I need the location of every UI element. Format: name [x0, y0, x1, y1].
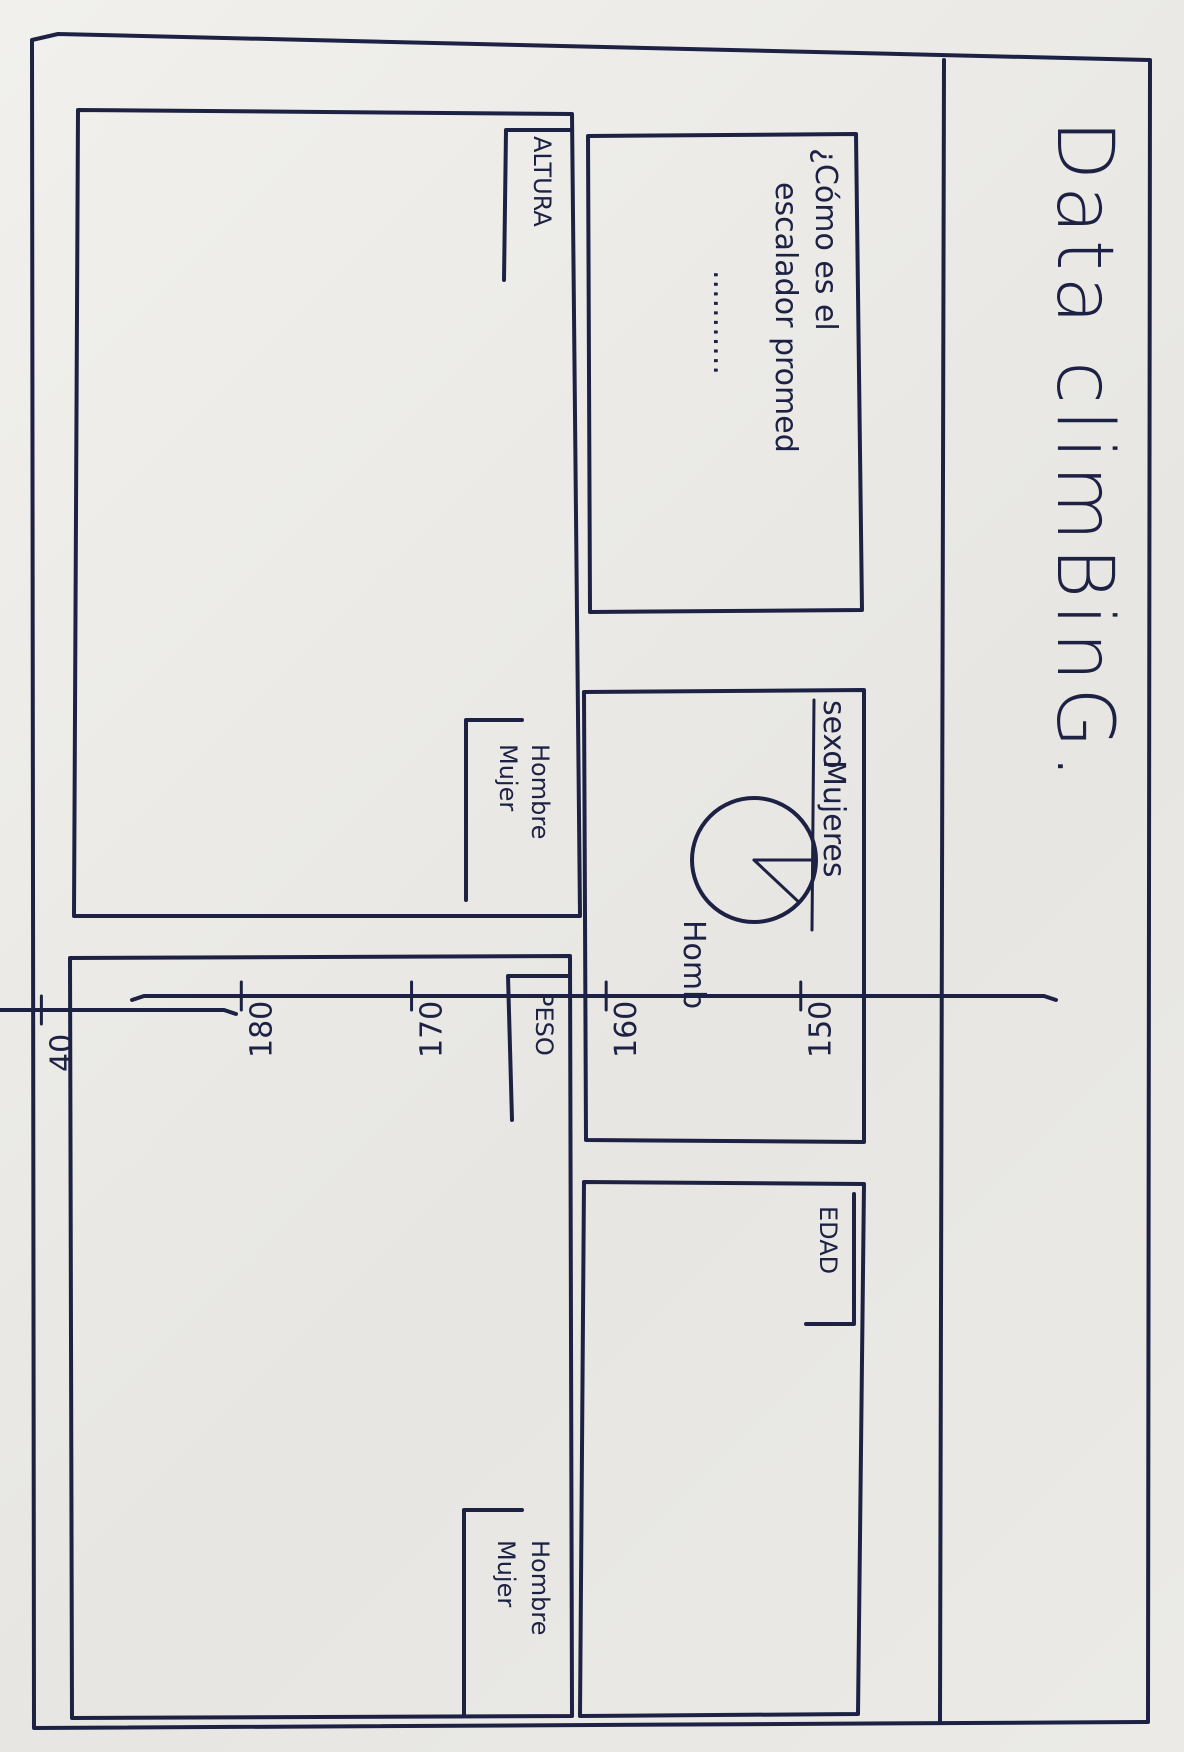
pie-label-men: Homb [676, 920, 711, 1010]
height-chart-tick-label: 170 [414, 1000, 450, 1058]
weight-legend-line2: Mujer [492, 1540, 520, 1608]
weight-panel [0, 956, 572, 1718]
pie-label-women: Mujeres [816, 760, 851, 878]
height-panel [74, 110, 1056, 1058]
intro-panel [588, 134, 862, 612]
weight-header: PESO [530, 992, 558, 1056]
weight-chart-tick-label: 40 [44, 1033, 80, 1072]
weight-chart-axis [0, 1010, 236, 1014]
weight-bar-chart [0, 996, 236, 1072]
sex-header: sexo [816, 700, 851, 769]
age-header: EDAD [814, 1206, 842, 1275]
intro-line-1: ¿Cómo es el [808, 148, 843, 331]
age-panel [0, 560, 864, 1716]
height-chart-tick-label: 180 [244, 1000, 280, 1058]
rotated-sketch [0, 110, 1129, 1718]
sex-panel [584, 690, 864, 1142]
intro-line-2: escalador promed [768, 182, 803, 453]
intro-dots: ........... [706, 270, 741, 375]
header-divider [940, 60, 944, 1722]
weight-legend-line1: Hombre [526, 1540, 554, 1636]
outer-frame [32, 34, 1150, 1728]
height-bar-chart [132, 982, 1056, 1058]
sex-pie-chart [692, 798, 816, 922]
height-chart-axis [132, 996, 1056, 1000]
sex-header-underline [812, 700, 814, 930]
height-header: ALTURA [528, 136, 556, 227]
pie-slice-hombres [754, 860, 799, 902]
height-chart-tick-label: 150 [803, 1000, 839, 1058]
height-legend-line1: Hombre [526, 744, 554, 840]
page-title: Data climBinG. [1039, 120, 1129, 785]
height-chart-tick-label: 160 [609, 1000, 645, 1058]
height-legend-line2: Mujer [494, 744, 522, 812]
